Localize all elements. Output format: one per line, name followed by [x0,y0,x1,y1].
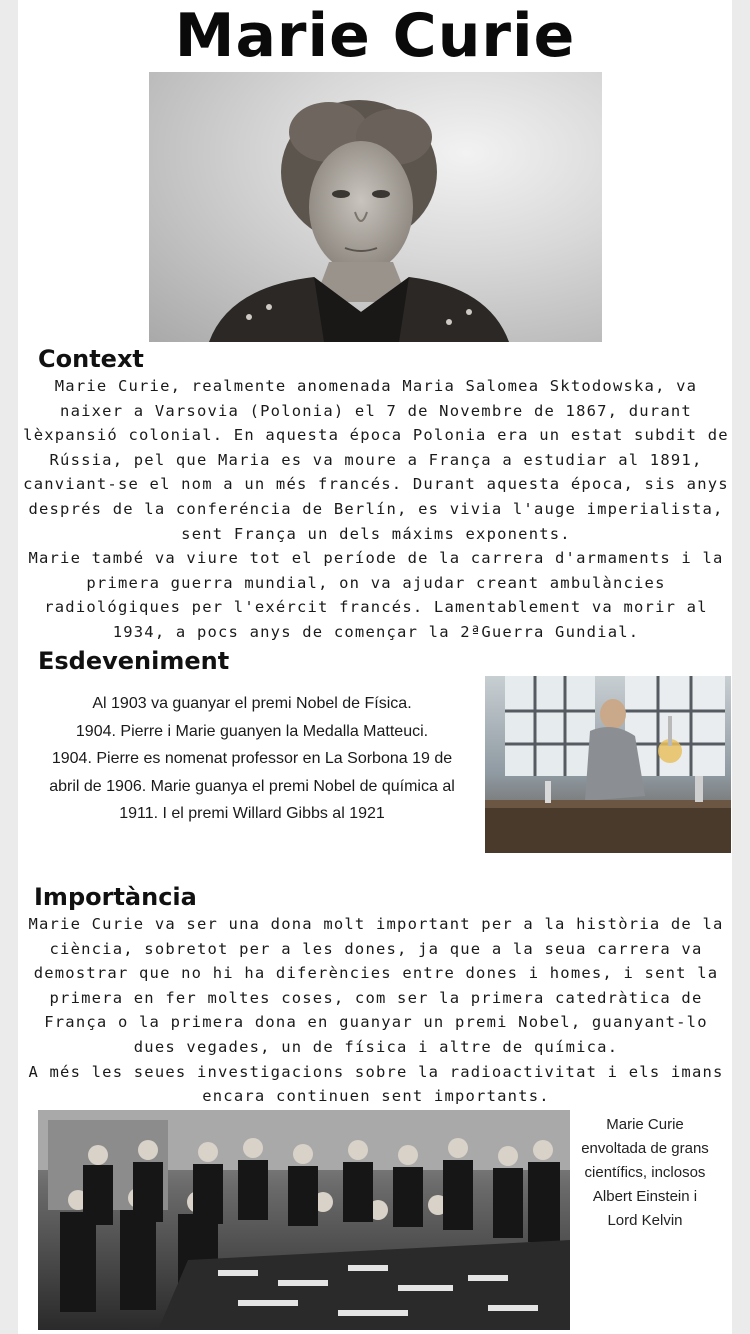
importance-paragraph-1: Marie Curie va ser una dona molt important per a la història de la ciència, sobretot per a les dones, ja que a la seua carrera va demostrar que no hi ha diferències entre dones i homes, i sent la primera en fer moltes coses, com ser la primera catedràtica de França o la primera dona en guanyar un premi Nobel, guanyant-lo dues vegades, un de física i altre de química. [28,915,724,1056]
event-line: 1911. I el premi Willard Gibbs al 1921 [119,805,385,822]
event-heading: Esdeveniment [38,647,230,675]
event-list [26,690,478,828]
caption-line: Lord Kelvin [607,1212,683,1229]
group-photo [38,1110,570,1330]
event-line: abril de 1906. Marie guanya el premi Nobel de química al [49,777,455,795]
event-line: 1904. Pierre es nomenat professor en La Sorbona 19 de [51,750,453,767]
context-text [22,374,730,645]
caption-line: Marie Curie [606,1116,684,1133]
page-title: Marie Curie [174,1,576,71]
context-paragraph-2: Marie també va viure tot el període de la carrera d'armaments i la primera guerra mundial, on va ajudar creant ambulàncies radiológiques per l'exércit francés. Lamentablement va morir al 1934, a pocs anys de començar la 2ªGuerra Gundial. [28,549,724,641]
importance-paragraph-2: A més les seues investigacions sobre la radioactivitat i els imans encara continuen sent importants. [28,1062,724,1106]
lab-photo [485,676,731,853]
context-paragraph-1: Marie Curie, realmente anomenada Maria Salomea Sktodowska, va naixer a Varsovia (Polonia) el 7 de Novembre de 1867, durant lèxpansió colonial. En aquesta época Polonia era un estat subdit de Rússia, pel que Maria es va moure a França a estudiar al 1891, canviant-se el nom a un més francés. Durant aquesta época, sis anys després de la conferéncia de Berlín, es vivia l'auge imperialista, sent França un dels máxims exponents. [23,377,729,543]
portrait-photo [149,72,602,342]
event-line: 1904. Pierre i Marie guanyen la Medalla Matteuci. [75,722,429,740]
importance-heading: Importància [34,883,197,911]
event-line: Al 1903 va guanyar el premi Nobel de Física. [92,695,412,712]
group-photo-caption [570,1113,720,1233]
context-heading: Context [38,345,144,373]
caption-line: científics, inclosos [584,1164,706,1181]
importance-text [26,912,726,1109]
caption-line: envoltada de grans [581,1140,709,1157]
caption-line: Albert Einstein i [592,1188,698,1205]
